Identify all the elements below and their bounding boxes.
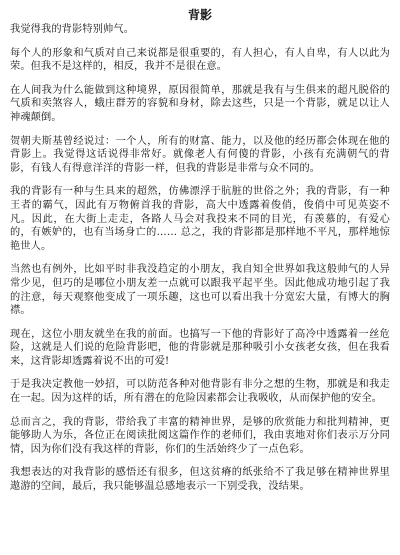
paragraph-5: 我的背影有一种与生具来的超然，仿佛漂浮于肮脏的世俗之外；我的背影，有一种王者的霸气，因此有万物俯首我的背影，高大中透露着俊俏，俊俏中可见英姿不凡。因此，在大街上走走，各路人马会对我投来不同的目光，有羡慕的，有爱心的，有嫉妒的，也有当场身亡的…… 总之，我的背影都是那样地不平凡，那样地惊艳世人。 <box>10 186 390 252</box>
paragraph-7: 现在，这位小朋友就坐在我的前面。也搞写一下他的背影好了高冷中透露着一丝危险，这就是人们说的危险背影吧，他的背影就是那种吸引小女孩老女孩，但在我看来，这背影却透露着说不出的可爱! <box>10 328 390 367</box>
paragraph-8: 于是我决定教他一妙招，可以防范各种对他背影有非分之想的生物，那就是和我走在一起。因为这样的话，所有潜在的危险因素都会让我吸收，从而保护他的安全。 <box>10 379 390 405</box>
paragraph-10: 我想表达的对我背影的感悟还有很多，但这贫瘠的纸张给不了我足够在精神世界里遨游的空间，最后，我只能够温总感地表示一下别受我，没结果。 <box>10 467 390 493</box>
document-title: 背影 <box>187 8 212 22</box>
paragraph-1: 我觉得我的背影特别帅气。 <box>10 24 135 35</box>
paragraph-9: 总而言之，我的背影，带给我了丰富的精神世界，是够的欣赏能力和批判精神，更能够助人为乐，各位正在阅读批阅这篇作作的老师们，我由衷地对你们表示万分同情，因为你们没有我这样的背影，你们的生活始终少了一点色彩。 <box>10 416 390 455</box>
paragraph-4: 贺朝夫斯基曾经说过：一个人，所有的财富、能力，以及他的经历都会体现在他的背影上。我觉得这话说得非常好。就像老人有何傻的背影，小孩有充满朝气的背影，有钱人有得意洋洋的背影一样，但我的背影是非常与众不同的。 <box>10 135 390 174</box>
paragraph-6: 当然也有例外，比如平时非我没趋定的小朋友，我自知全世界如我这般帅气的人异常少见，但巧的是哪位小朋友差一点就可以跟我平起平坐。因此他成功地引起了我的注意，每天观察他变成了一项乐趣，这也可以看出我十分宽宏大量，有博大的胸襟。 <box>10 264 390 317</box>
paragraph-2: 每个人的形象和气质对自己来说都是很重要的，有人担心，有人自卑，有人以此为荣。但我不是这样的，相反，我并不是很在意。 <box>10 47 390 73</box>
paragraph-3: 在人间我为什么能做到这种境界，原因很简单，那就是我有与生俱来的超凡脱俗的气质和卖煞容人，蛾庄群芳的容貌和身材，除去这些，只是一个背影，就足以让人神魂颠倒。 <box>10 84 390 123</box>
